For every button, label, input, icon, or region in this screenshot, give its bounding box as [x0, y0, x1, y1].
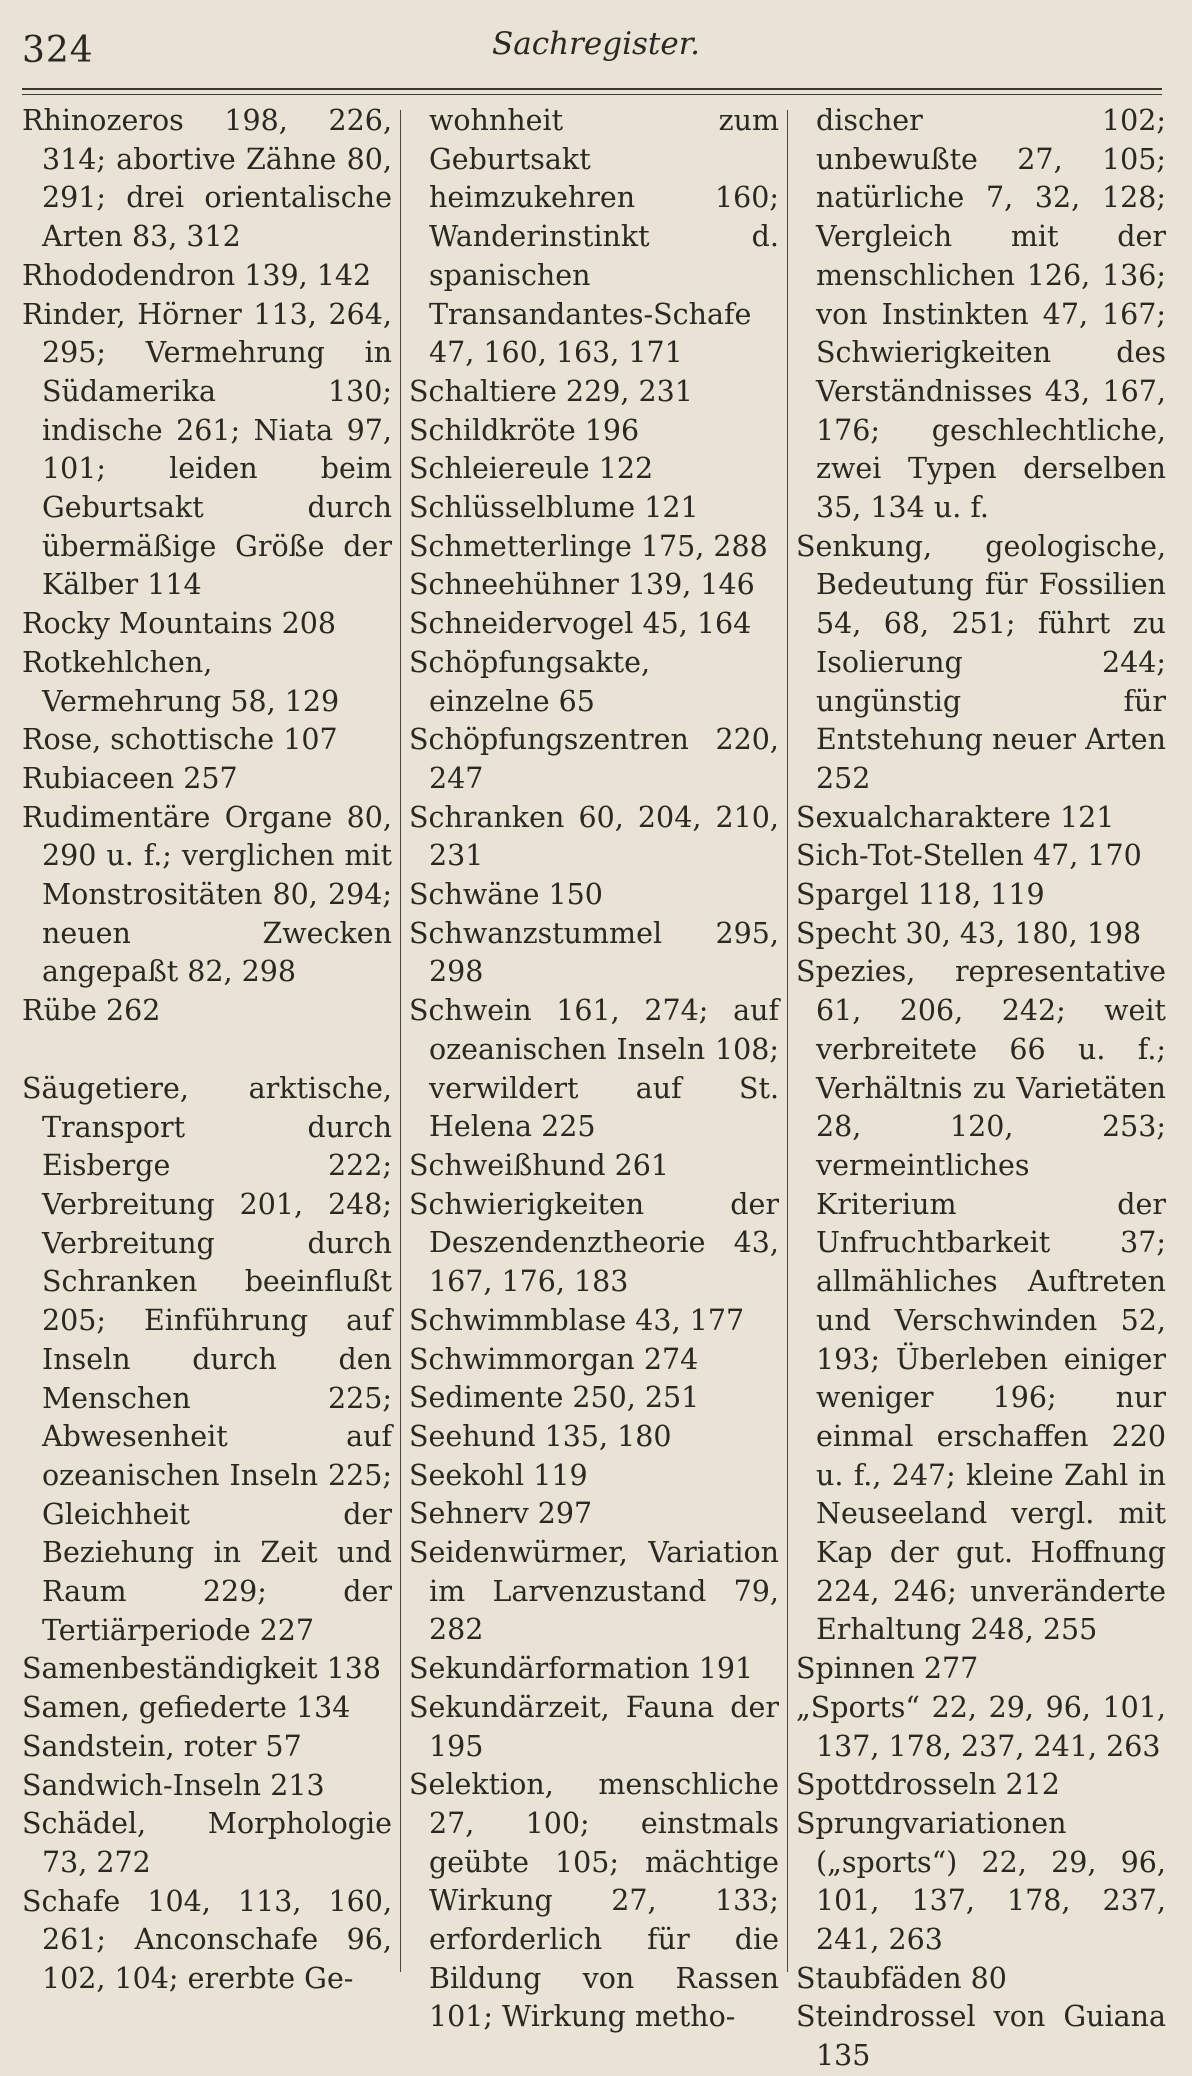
index-entry: Sedimente 250, 251 — [409, 1381, 700, 1415]
index-entry: Sekundärformation 191 — [409, 1652, 754, 1686]
index-entry: Rhododendron 139, 142 — [22, 258, 372, 292]
index-entry: Schwäne 150 — [409, 878, 603, 912]
index-entry: Säugetiere, arktische, Transport durch Eisberge 222; Verbreitung 201, 248; Verbreitung durch Schranken beeinflußt 205; Einführung auf Inseln durch den Menschen 225; Abwesenheit auf ozeanischen Inseln 225; Gleichheit der Beziehung in Zeit und Raum 229; der Tertiärperiode 227 — [22, 1071, 392, 1647]
column-divider — [392, 102, 409, 1982]
index-entry: Schwimmorgan 274 — [409, 1342, 699, 1376]
index-entry: Schildkröte 196 — [409, 413, 640, 447]
index-entry: Sexualcharaktere 121 — [796, 800, 1115, 834]
index-column-3 — [796, 102, 1166, 2073]
index-entry: Rübe 262 — [22, 994, 161, 1028]
index-entry: Sich-Tot-Stellen 47, 170 — [796, 839, 1142, 873]
index-entry: „Sports“ 22, 29, 96, 101, 137, 178, 237, 241, 263 — [796, 1690, 1166, 1763]
index-entry: Seidenwürmer, Variation im Larvenzustand 79, 282 — [409, 1536, 779, 1647]
index-entry: Schwierigkeiten der Deszendenztheorie 43, 167, 176, 183 — [409, 1187, 779, 1299]
index-entry: Sandwich-Inseln 213 — [22, 1768, 325, 1802]
page-header — [0, 18, 1192, 78]
index-entry: Sekundärzeit, Fauna der 195 — [409, 1690, 779, 1763]
running-head: Sachregister. — [492, 26, 700, 62]
index-entry: Schaltiere 229, 231 — [409, 374, 693, 408]
index-entry: Rubiaceen 257 — [22, 761, 238, 795]
index-entry: Rinder, Hörner 113, 264, 295; Vermehrung in Südamerika 130; indische 261; Niata 97, 101; leiden beim Geburtsakt durch übermäßige Größe der Kälber 114 — [22, 297, 392, 602]
index-entry: Spargel 118, 119 — [796, 878, 1045, 912]
index-entry: Rotkehlchen, Vermehrung 58, 129 — [22, 645, 340, 718]
page-number: 324 — [22, 30, 94, 71]
index-entry: Samenbeständigkeit 138 — [22, 1652, 382, 1686]
column-divider — [779, 102, 796, 1982]
index-entry: Schwanzstummel 295, 298 — [409, 916, 779, 989]
index-entry: Specht 30, 43, 180, 198 — [796, 916, 1142, 950]
index-entry: Rhinozeros 198, 226, 314; abortive Zähne 80, 291; drei orientalische Arten 83, 312 — [22, 104, 392, 254]
index-entry: Schweißhund 261 — [409, 1148, 670, 1182]
index-entry-continued: wohnheit zum Geburtsakt heimzukehren 160; Wanderinstinkt d. spanischen Transandantes-Schafe 47, 160, 163, 171 — [429, 104, 779, 370]
index-column-1 — [22, 102, 392, 1996]
header-rule-thin — [22, 94, 1162, 95]
index-entry: Sehnerv 297 — [409, 1497, 593, 1531]
index-entry: Spinnen 277 — [796, 1652, 979, 1686]
index-entry: Schlüsselblume 121 — [409, 491, 699, 525]
index-columns — [22, 102, 1166, 2073]
index-entry: Rose, schottische 107 — [22, 723, 338, 757]
index-entry: Schmetterlinge 175, 288 — [409, 529, 768, 563]
index-entry: Rocky Mountains 208 — [22, 607, 337, 641]
index-entry: Schleiereule 122 — [409, 452, 654, 486]
index-entry: Schöpfungsakte, einzelne 65 — [409, 645, 651, 718]
index-entry: Samen, gefiederte 134 — [22, 1691, 351, 1725]
index-entry-continued: discher 102; unbewußte 27, 105; natürliche 7, 32, 128; Vergleich mit der menschlichen 126, 136; von Instinkten 47, 167; Schwierigkeiten des Verständnisses 43, 167, 176; geschlechtliche, zwei Typen derselben 35, 134 u. f. — [816, 104, 1166, 525]
index-entry: Seehund 135, 180 — [409, 1419, 672, 1453]
index-entry: Staubfäden 80 — [796, 1961, 1007, 1995]
index-entry: Sprungvariationen („sports“) 22, 29, 96, 101, 137, 178, 237, 241, 263 — [796, 1806, 1166, 1957]
header-rule — [22, 88, 1162, 90]
index-entry: Schneehühner 139, 146 — [409, 568, 755, 602]
index-entry: Schädel, Morphologie 73, 272 — [22, 1807, 392, 1879]
index-entry: Senkung, geologische, Bedeutung für Fossilien 54, 68, 251; führt zu Isolierung 244; ungünstig für Entstehung neuer Arten 252 — [796, 529, 1166, 795]
index-entry: Selektion, menschliche 27, 100; einstmals geübte 105; mächtige Wirkung 27, 133; erforderlich für die Bildung von Rassen 101; Wirkung metho- — [409, 1768, 779, 2034]
index-entry: Spezies, representative 61, 206, 242; weit verbreitete 66 u. f.; Verhältnis zu Varietäten 28, 120, 253; vermeintliches Kriterium der Unfruchtbarkeit 37; allmähliches Auftreten und Verschwinden 52, 193; Überleben einiger weniger 196; nur einmal erschaffen 220 u. f., 247; kleine Zahl in Neuseeland vergl. mit Kap der gut. Hoffnung 224, 246; unveränderte Erhaltung 248, 255 — [796, 955, 1166, 1647]
index-entry: Schneidervogel 45, 164 — [409, 607, 752, 641]
index-entry: Rudimentäre Organe 80, 290 u. f.; verglichen mit Monstrositäten 80, 294; neuen Zwecken angepaßt 82, 298 — [22, 800, 392, 989]
index-column-2 — [409, 102, 779, 2034]
index-entry: Schwein 161, 274; auf ozeanischen Inseln 108; verwildert auf St. Helena 225 — [409, 994, 779, 1144]
index-entry: Steindrossel von Guiana 135 — [796, 2000, 1166, 2073]
index-entry: Spottdrosseln 212 — [796, 1768, 1060, 1802]
index-entry: Seekohl 119 — [409, 1458, 588, 1492]
index-entry: Schöpfungszentren 220, 247 — [409, 723, 779, 795]
index-entry: Sandstein, roter 57 — [22, 1729, 302, 1763]
index-entry: Schranken 60, 204, 210, 231 — [409, 800, 779, 873]
index-entry: Schafe 104, 113, 160, 261; Anconschafe 96, 102, 104; ererbte Ge- — [22, 1884, 392, 1996]
index-entry: Schwimmblase 43, 177 — [409, 1303, 745, 1337]
